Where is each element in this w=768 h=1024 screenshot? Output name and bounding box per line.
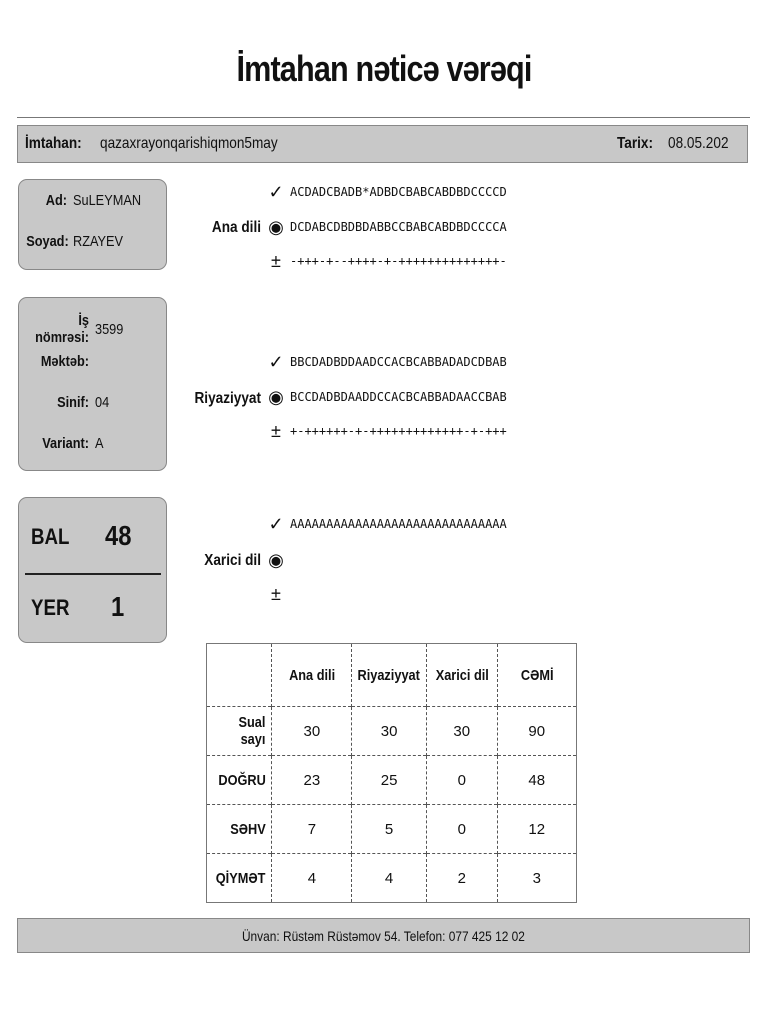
table-cell: 12: [497, 805, 576, 854]
table-cell: 48: [497, 756, 576, 805]
table-cell: 3: [497, 854, 576, 903]
student-answers-row: [268, 216, 507, 238]
bal-value: 48: [105, 520, 132, 551]
name-value: SuLEYMAN: [73, 192, 142, 209]
summary-header-row: [207, 644, 577, 707]
table-cell: 7: [272, 805, 352, 854]
student-answers: DCDABCDBDBDABBCCBABCABDBDCCCCA: [290, 220, 507, 234]
table-cell: 0: [426, 756, 497, 805]
plusminus-icon: ±: [271, 420, 281, 441]
column-header: Riyaziyyat: [352, 644, 426, 707]
score-box: [18, 497, 167, 643]
correct-key: ACDADCBADB*ADBDCBABCABDBDCCCCD: [290, 185, 507, 199]
answer-icon: ◉: [268, 386, 284, 407]
table-cell: 0: [426, 805, 497, 854]
yer-label: YER: [31, 595, 70, 620]
table-cell: 2: [426, 854, 497, 903]
row-label: Sual sayı: [207, 707, 272, 756]
student-answers-row: [268, 549, 290, 571]
surname-value: RZAYEV: [73, 233, 124, 250]
summary-table: [206, 643, 577, 903]
table-cell: 4: [352, 854, 426, 903]
footer-address: Ünvan: Rüstəm Rüstəmov 54. Telefon: 077 425 12 02: [242, 927, 525, 944]
correct-key-row: [268, 351, 507, 373]
work-no-row: [19, 312, 128, 346]
table-cell: 90: [497, 707, 576, 756]
table-cell: 25: [352, 756, 426, 805]
table-cell: 30: [426, 707, 497, 756]
subject-name: Ana dili: [211, 219, 261, 236]
score-divider: [25, 573, 161, 575]
table-row: [207, 854, 577, 903]
date-value: 08.05.202: [667, 135, 729, 152]
class-label: Sinif:: [57, 394, 89, 411]
correct-key-row: [268, 181, 507, 203]
student-name-box: [18, 179, 167, 270]
marks: +-++++++-+-+++++++++++++-+-+++: [290, 424, 507, 438]
row-label: DOĞRU: [207, 756, 272, 805]
exam-header-bar: [17, 125, 748, 163]
exam-value: qazaxrayonqarishiqmon5may: [99, 135, 278, 152]
correct-key: AAAAAAAAAAAAAAAAAAAAAAAAAAAAAA: [290, 517, 507, 531]
name-row: [19, 192, 153, 209]
variant-value: A: [95, 435, 104, 452]
variant-row: [19, 435, 105, 452]
check-icon: ✓: [268, 181, 284, 202]
class-row: [19, 394, 112, 411]
work-no-value: 3599: [95, 320, 124, 338]
column-header: Xarici dil: [426, 644, 497, 707]
check-icon: ✓: [268, 513, 284, 534]
table-row: [207, 805, 577, 854]
check-icon: ✓: [268, 351, 284, 372]
student-info-box: [18, 297, 167, 471]
plusminus-icon: ±: [271, 250, 281, 271]
yer-value: 1: [111, 591, 125, 622]
name-label: Ad:: [45, 192, 67, 209]
row-label: QİYMƏT: [207, 854, 272, 903]
column-header: Ana dili: [272, 644, 352, 707]
correct-key: BBCDADBDDAADCCACBCABBADADCDBAB: [290, 355, 507, 369]
corner-cell: [207, 644, 272, 707]
answer-icon: ◉: [268, 549, 284, 570]
surname-label: Soyad:: [26, 233, 69, 250]
plusminus-icon: ±: [271, 583, 281, 604]
school-label: Məktəb:: [40, 353, 89, 370]
table-cell: 5: [352, 805, 426, 854]
marks-row: [268, 420, 507, 442]
variant-label: Variant:: [42, 435, 89, 452]
table-cell: 30: [352, 707, 426, 756]
exam-label: İmtahan:: [25, 135, 82, 152]
correct-key-row: [268, 513, 507, 535]
date-label: Tarix:: [617, 135, 654, 152]
answer-icon: ◉: [268, 216, 284, 237]
marks-row: [268, 250, 507, 272]
row-label: SƏHV: [207, 805, 272, 854]
school-row: [19, 353, 95, 370]
bal-label: BAL: [31, 524, 70, 549]
table-cell: 4: [272, 854, 352, 903]
marks: -+++-+--++++-+-++++++++++++++-: [290, 254, 507, 268]
student-answers: BCCDADBDAADDCCACBCABBADAACCBAB: [290, 390, 507, 404]
class-value: 04: [95, 394, 110, 411]
top-divider: [17, 117, 750, 118]
subject-name: Xarici dil: [204, 552, 261, 569]
surname-row: [19, 233, 132, 250]
page-title: İmtahan nəticə vərəqi: [236, 48, 532, 89]
column-header: CƏMİ: [497, 644, 576, 707]
table-row: [207, 756, 577, 805]
student-answers-row: [268, 386, 507, 408]
footer-bar: [17, 918, 750, 953]
table-row: [207, 707, 577, 756]
table-cell: 23: [272, 756, 352, 805]
marks-row: [268, 583, 290, 605]
subject-name: Riyaziyyat: [194, 390, 261, 407]
table-cell: 30: [272, 707, 352, 756]
work-no-label: İş nömrəsi:: [35, 312, 89, 346]
